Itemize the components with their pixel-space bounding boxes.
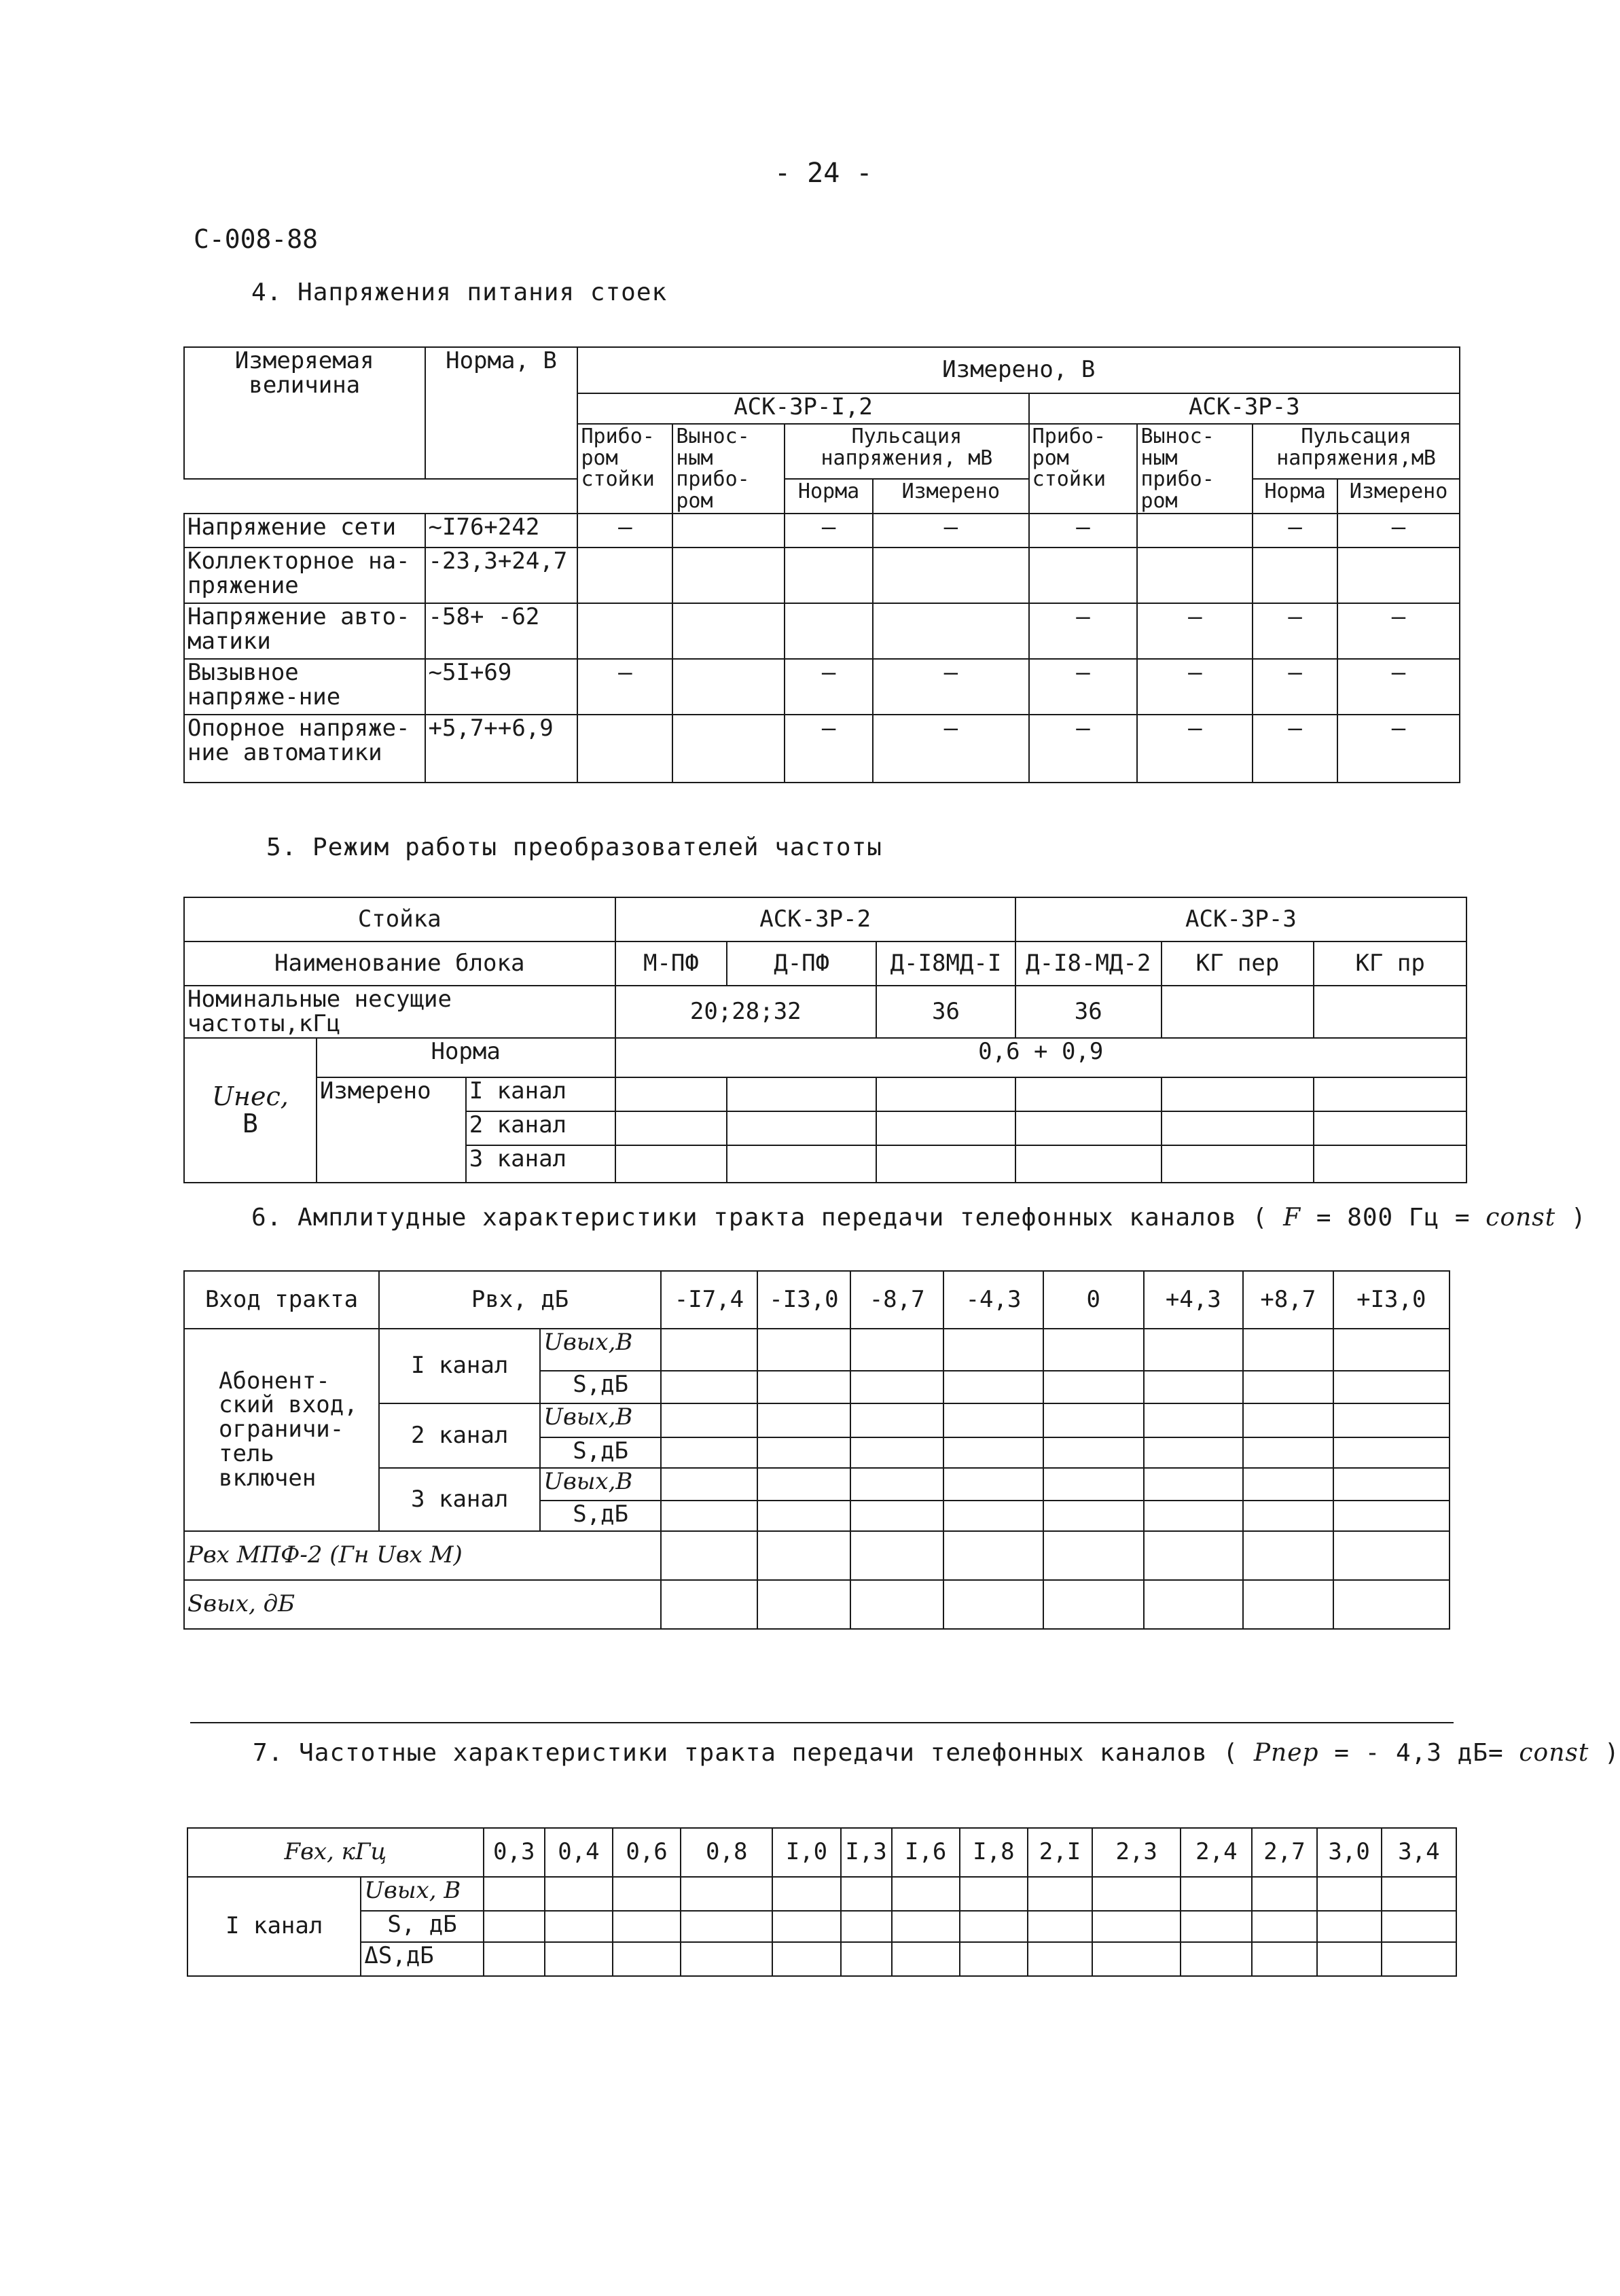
row-norm: ~5I+69 <box>425 659 578 715</box>
cell-value <box>873 603 1029 659</box>
cell-value <box>672 514 785 548</box>
header-ripple-norm-1: Норма <box>785 479 873 514</box>
cell-value: – <box>1137 659 1253 715</box>
row-norm: ~I76+242 <box>425 514 578 548</box>
header-ripple-measured-1: Измерено <box>873 479 1029 514</box>
table-row <box>184 715 1460 783</box>
channel-1: I канал <box>379 1329 540 1403</box>
cell-value <box>785 548 873 603</box>
header-external-instrument-1: Выноc-ным прибо-ром <box>672 424 785 514</box>
section-7-title-end: ) <box>1604 1739 1620 1767</box>
cell-value <box>672 603 785 659</box>
frequency-characteristics-table <box>187 1827 1457 1977</box>
frequency-converter-table <box>183 897 1467 1183</box>
cell-value: – <box>1253 659 1337 715</box>
row-norm: +5,7++6,9 <box>425 715 578 783</box>
u-carrier-symbol: Uнес, <box>211 1081 289 1111</box>
header-ripple-1: Пульсация напряжения, мВ <box>785 424 1029 479</box>
cell-value: – <box>1253 514 1337 548</box>
norm-value: 0,6 + 0,9 <box>615 1038 1467 1077</box>
level-3: -8,7 <box>850 1271 943 1329</box>
row-name: Напряжение авто-матики <box>184 603 425 659</box>
cell-value <box>1337 548 1460 603</box>
block-m-pf: М-ПФ <box>615 941 727 986</box>
p-in-header: Pвх, дБ <box>379 1271 661 1329</box>
param-delta-s: ΔS,дБ <box>361 1942 483 1976</box>
freq-cell: 0,8 <box>681 1828 772 1877</box>
section-6-title-text: 6. Амплитудные характеристики тракта передачи телефонных каналов ( <box>251 1204 1268 1232</box>
cell-value: – <box>873 659 1029 715</box>
row-name: Напряжение сети <box>184 514 425 548</box>
group-ask-3r-2: АСК-3Р-2 <box>615 897 1015 941</box>
s-db-label: S,дБ <box>540 1437 661 1468</box>
freq-cell: 2,I <box>1028 1828 1092 1877</box>
param-u-out: Uвых, В <box>361 1877 483 1911</box>
header-stand-instrument-1: Прибо-ром стойки <box>577 424 672 514</box>
section-7-title-rest: = - 4,3 дБ= <box>1334 1739 1504 1767</box>
section-6-title-end: ) <box>1570 1204 1587 1232</box>
u-carrier-unit: В <box>242 1108 258 1138</box>
stand-header: Стойка <box>184 897 615 941</box>
section-7-title <box>253 1739 1620 1767</box>
channel-2: 2 канал <box>466 1111 615 1145</box>
level-1: -I7,4 <box>661 1271 757 1329</box>
group-ask-3r-3: АСК-3Р-3 <box>1029 393 1460 424</box>
measured-label: Измерено <box>317 1077 466 1183</box>
channel-2: 2 канал <box>379 1403 540 1468</box>
page-number: - 24 - <box>774 158 873 189</box>
cell-value: – <box>785 715 873 783</box>
header-measured-quantity: Измеряемая величина <box>184 347 425 479</box>
input-header: Вход тракта <box>184 1271 379 1329</box>
subscriber-input-label: Абонент-ский вход, ограничи-тель включен <box>184 1329 379 1531</box>
row-norm: -23,3+24,7 <box>425 548 578 603</box>
section-7-title-text: 7. Частотные характеристики тракта передачи телефонных каналов ( <box>253 1739 1239 1767</box>
cell-value: – <box>785 659 873 715</box>
block-name-header: Наименование блока <box>184 941 615 986</box>
cell-value <box>577 715 672 783</box>
cell-value <box>672 659 785 715</box>
u-out-label: Uвых,В <box>540 1468 661 1501</box>
cell-value <box>672 548 785 603</box>
document-code: С-008-88 <box>194 224 319 254</box>
cell-value: – <box>1029 715 1138 783</box>
cell-value: – <box>1253 603 1337 659</box>
level-5: 0 <box>1043 1271 1144 1329</box>
level-6: +4,3 <box>1144 1271 1244 1329</box>
channel-1-label: I канал <box>187 1877 361 1976</box>
channel-3: 3 канал <box>466 1145 615 1183</box>
header-ripple-norm-2: Норма <box>1253 479 1337 514</box>
section-7-title-p: Pпер <box>1253 1739 1319 1767</box>
cell-value: – <box>785 514 873 548</box>
p-in-mpf-row-label: Pвх МПФ-2 (Гн Uвх М) <box>184 1531 661 1580</box>
table-row <box>184 548 1460 603</box>
table-row <box>184 514 1460 548</box>
table-row <box>184 603 1460 659</box>
cell-value: – <box>1337 715 1460 783</box>
freq-cell: I,0 <box>772 1828 840 1877</box>
cell-value <box>577 548 672 603</box>
cell-value: – <box>1253 715 1337 783</box>
cell-value: – <box>1029 659 1138 715</box>
row-name: Вызывное напряже-ние <box>184 659 425 715</box>
s-out-row-label: Sвых, дБ <box>184 1580 661 1629</box>
cell-value: – <box>1137 603 1253 659</box>
u-out-label: Uвых,В <box>540 1329 661 1371</box>
row-name: Коллекторное на-пряжение <box>184 548 425 603</box>
freq-cell: I,3 <box>841 1828 892 1877</box>
header-ripple-2: Пульсация напряжения,мВ <box>1253 424 1460 479</box>
cell-value: – <box>1337 659 1460 715</box>
cell-value <box>672 715 785 783</box>
cell-value <box>1029 548 1138 603</box>
section-7-title-const: const <box>1519 1739 1589 1767</box>
section-6-title-const: const <box>1486 1204 1556 1232</box>
header-measured: Измерено, В <box>577 347 1460 393</box>
group-ask-3r-1-2: АСК-3Р-I,2 <box>577 393 1028 424</box>
nominal-value-2: 36 <box>876 986 1015 1038</box>
cell-value: – <box>1337 603 1460 659</box>
u-out-label: Uвых,В <box>540 1403 661 1437</box>
block-d-18-md-2: Д-I8-МД-2 <box>1015 941 1162 986</box>
section-6-title <box>251 1204 1587 1232</box>
channel-1: I канал <box>466 1077 615 1111</box>
u-carrier-label <box>184 1038 317 1183</box>
freq-cell: 2,4 <box>1181 1828 1252 1877</box>
row-name: Опорное напряже-ние автоматики <box>184 715 425 783</box>
cell-value: – <box>873 514 1029 548</box>
freq-cell: 3,0 <box>1317 1828 1382 1877</box>
section-6-title-rest: = 800 Гц = <box>1316 1204 1471 1232</box>
header-external-instrument-2: Выноc-ным прибо-ром <box>1137 424 1253 514</box>
group-ask-3r-3: АСК-3Р-3 <box>1015 897 1466 941</box>
norm-label: Норма <box>317 1038 615 1077</box>
table-row <box>184 659 1460 715</box>
f-in-header: Fвх, кГц <box>187 1828 484 1877</box>
freq-cell: 0,3 <box>484 1828 545 1877</box>
freq-cell: I,8 <box>960 1828 1028 1877</box>
block-kg-per: КГ пер <box>1162 941 1314 986</box>
header-ripple-measured-2: Измерено <box>1337 479 1460 514</box>
separator-line <box>190 1722 1454 1723</box>
freq-cell: 2,7 <box>1252 1828 1316 1877</box>
block-d-pf: Д-ПФ <box>727 941 876 986</box>
freq-cell: 3,4 <box>1382 1828 1456 1877</box>
param-s: S, дБ <box>361 1911 483 1942</box>
block-d-18md-1: Д-I8МД-I <box>876 941 1015 986</box>
level-2: -I3,0 <box>757 1271 850 1329</box>
s-db-label: S,дБ <box>540 1371 661 1403</box>
cell-value <box>1137 548 1253 603</box>
header-stand-instrument-2: Прибо-ром стойки <box>1029 424 1138 514</box>
cell-value: – <box>1029 603 1138 659</box>
cell-value <box>785 603 873 659</box>
s-db-label: S,дБ <box>540 1501 661 1531</box>
supply-voltage-table <box>183 346 1460 783</box>
cell-value <box>577 603 672 659</box>
amplitude-characteristics-table <box>183 1270 1450 1630</box>
nominal-value-3: 36 <box>1015 986 1162 1038</box>
level-4: -4,3 <box>943 1271 1043 1329</box>
nominal-value-1: 20;28;32 <box>615 986 877 1038</box>
header-norm: Норма, В <box>425 347 578 479</box>
section-5-title: 5. Режим работы преобразователей частоты <box>266 833 882 861</box>
cell-value <box>1137 514 1253 548</box>
level-7: +8,7 <box>1243 1271 1333 1329</box>
section-6-title-f: F <box>1283 1204 1301 1232</box>
row-norm: -58+ -62 <box>425 603 578 659</box>
channel-3: 3 канал <box>379 1468 540 1531</box>
block-kg-pr: КГ пр <box>1314 941 1466 986</box>
cell-value <box>873 548 1029 603</box>
freq-cell: 2,3 <box>1092 1828 1181 1877</box>
level-8: +I3,0 <box>1333 1271 1450 1329</box>
cell-value: – <box>873 715 1029 783</box>
cell-value <box>1253 548 1337 603</box>
cell-value: – <box>577 514 672 548</box>
cell-value: – <box>1137 715 1253 783</box>
freq-cell: 0,6 <box>613 1828 681 1877</box>
cell-value: – <box>577 659 672 715</box>
section-4-title: 4. Напряжения питания стоек <box>251 279 668 306</box>
cell-value: – <box>1337 514 1460 548</box>
freq-cell: 0,4 <box>545 1828 613 1877</box>
cell-value: – <box>1029 514 1138 548</box>
nominal-frequencies-label: Номинальные несущие частоты,кГц <box>184 986 615 1038</box>
freq-cell: I,6 <box>892 1828 960 1877</box>
